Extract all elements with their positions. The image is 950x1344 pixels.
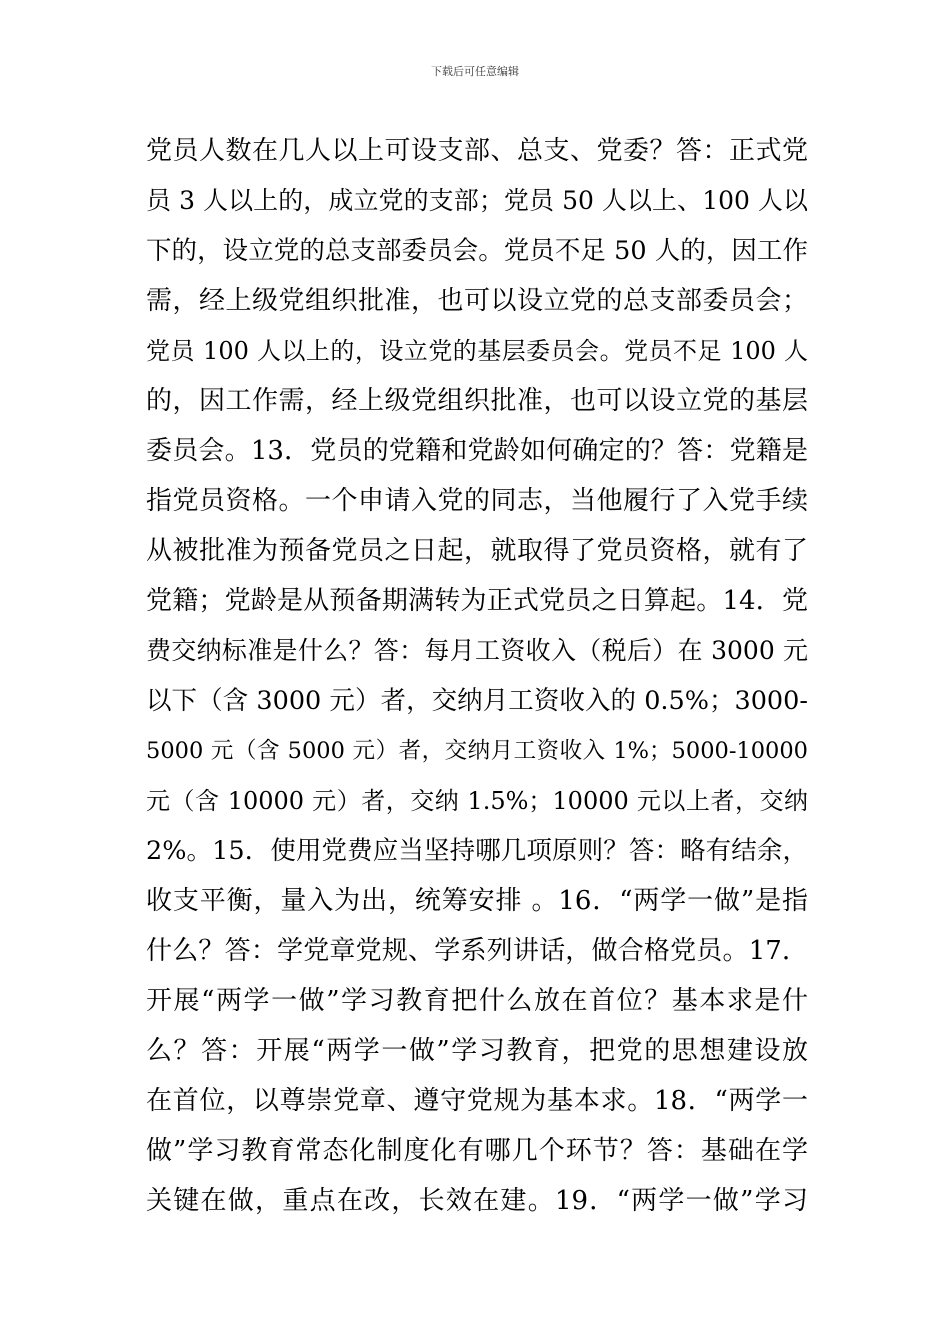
text-line: 元（含 10000 元）者，交纳 1.5%；10000 元以上者，交纳 [146, 787, 808, 815]
text-line: 么？答：开展“两学一做”学习教育，把党的思想建设放 [146, 1036, 808, 1066]
text-line: 需，经上级党组织批准，也可以设立党的总支部委员会； [146, 286, 808, 316]
text-line: 以下（含 3000 元）者，交纳月工资收入的 0.5%；3000- [146, 686, 808, 716]
text-line: 下的，设立党的总支部委员会。党员不足 50 人的，因工作 [146, 236, 808, 266]
text-line: 从被批准为预备党员之日起，就取得了党员资格，就有了 [146, 536, 808, 566]
text-line: 收支平衡，量入为出，统筹安排 。16．“两学一做”是指 [146, 886, 808, 916]
text-line: 在首位，以尊崇党章、遵守党规为基本求。18．“两学一 [146, 1086, 808, 1116]
text-line: 党员 100 人以上的，设立党的基层委员会。党员不足 100 人 [146, 337, 808, 365]
text-line: 关键在做，重点在改，长效在建。19．“两学一做”学习 [146, 1186, 808, 1216]
text-line: 费交纳标准是什么？答：每月工资收入（税后）在 3000 元 [146, 636, 808, 665]
text-line: 指党员资格。一个申请入党的同志，当他履行了入党手续 [146, 486, 808, 516]
text-line: 的，因工作需，经上级党组织批准，也可以设立党的基层 [146, 386, 808, 416]
text-line: 5000 元（含 5000 元）者，交纳月工资收入 1%；5000-10000 [146, 738, 808, 764]
text-line: 党员人数在几人以上可设支部、总支、党委？答：正式党 [146, 136, 808, 166]
text-line: 2%。15．使用党费应当坚持哪几项原则？答：略有结余， [146, 836, 808, 866]
page-header: 下载后可任意编辑 [431, 65, 519, 78]
text-line: 开展“两学一做”学习教育把什么放在首位？基本求是什 [146, 986, 808, 1016]
text-line: 做”学习教育常态化制度化有哪几个环节？答：基础在学 [146, 1136, 808, 1166]
text-line: 委员会。13．党员的党籍和党龄如何确定的？答：党籍是 [146, 436, 808, 466]
text-line: 员 3 人以上的，成立党的支部；党员 50 人以上、100 人以 [146, 186, 808, 215]
text-line: 什么？答：学党章党规、学系列讲话，做合格党员。17． [146, 936, 808, 966]
text-line: 党籍；党龄是从预备期满转为正式党员之日算起。14．党 [146, 586, 808, 616]
body-text [146, 126, 808, 1226]
